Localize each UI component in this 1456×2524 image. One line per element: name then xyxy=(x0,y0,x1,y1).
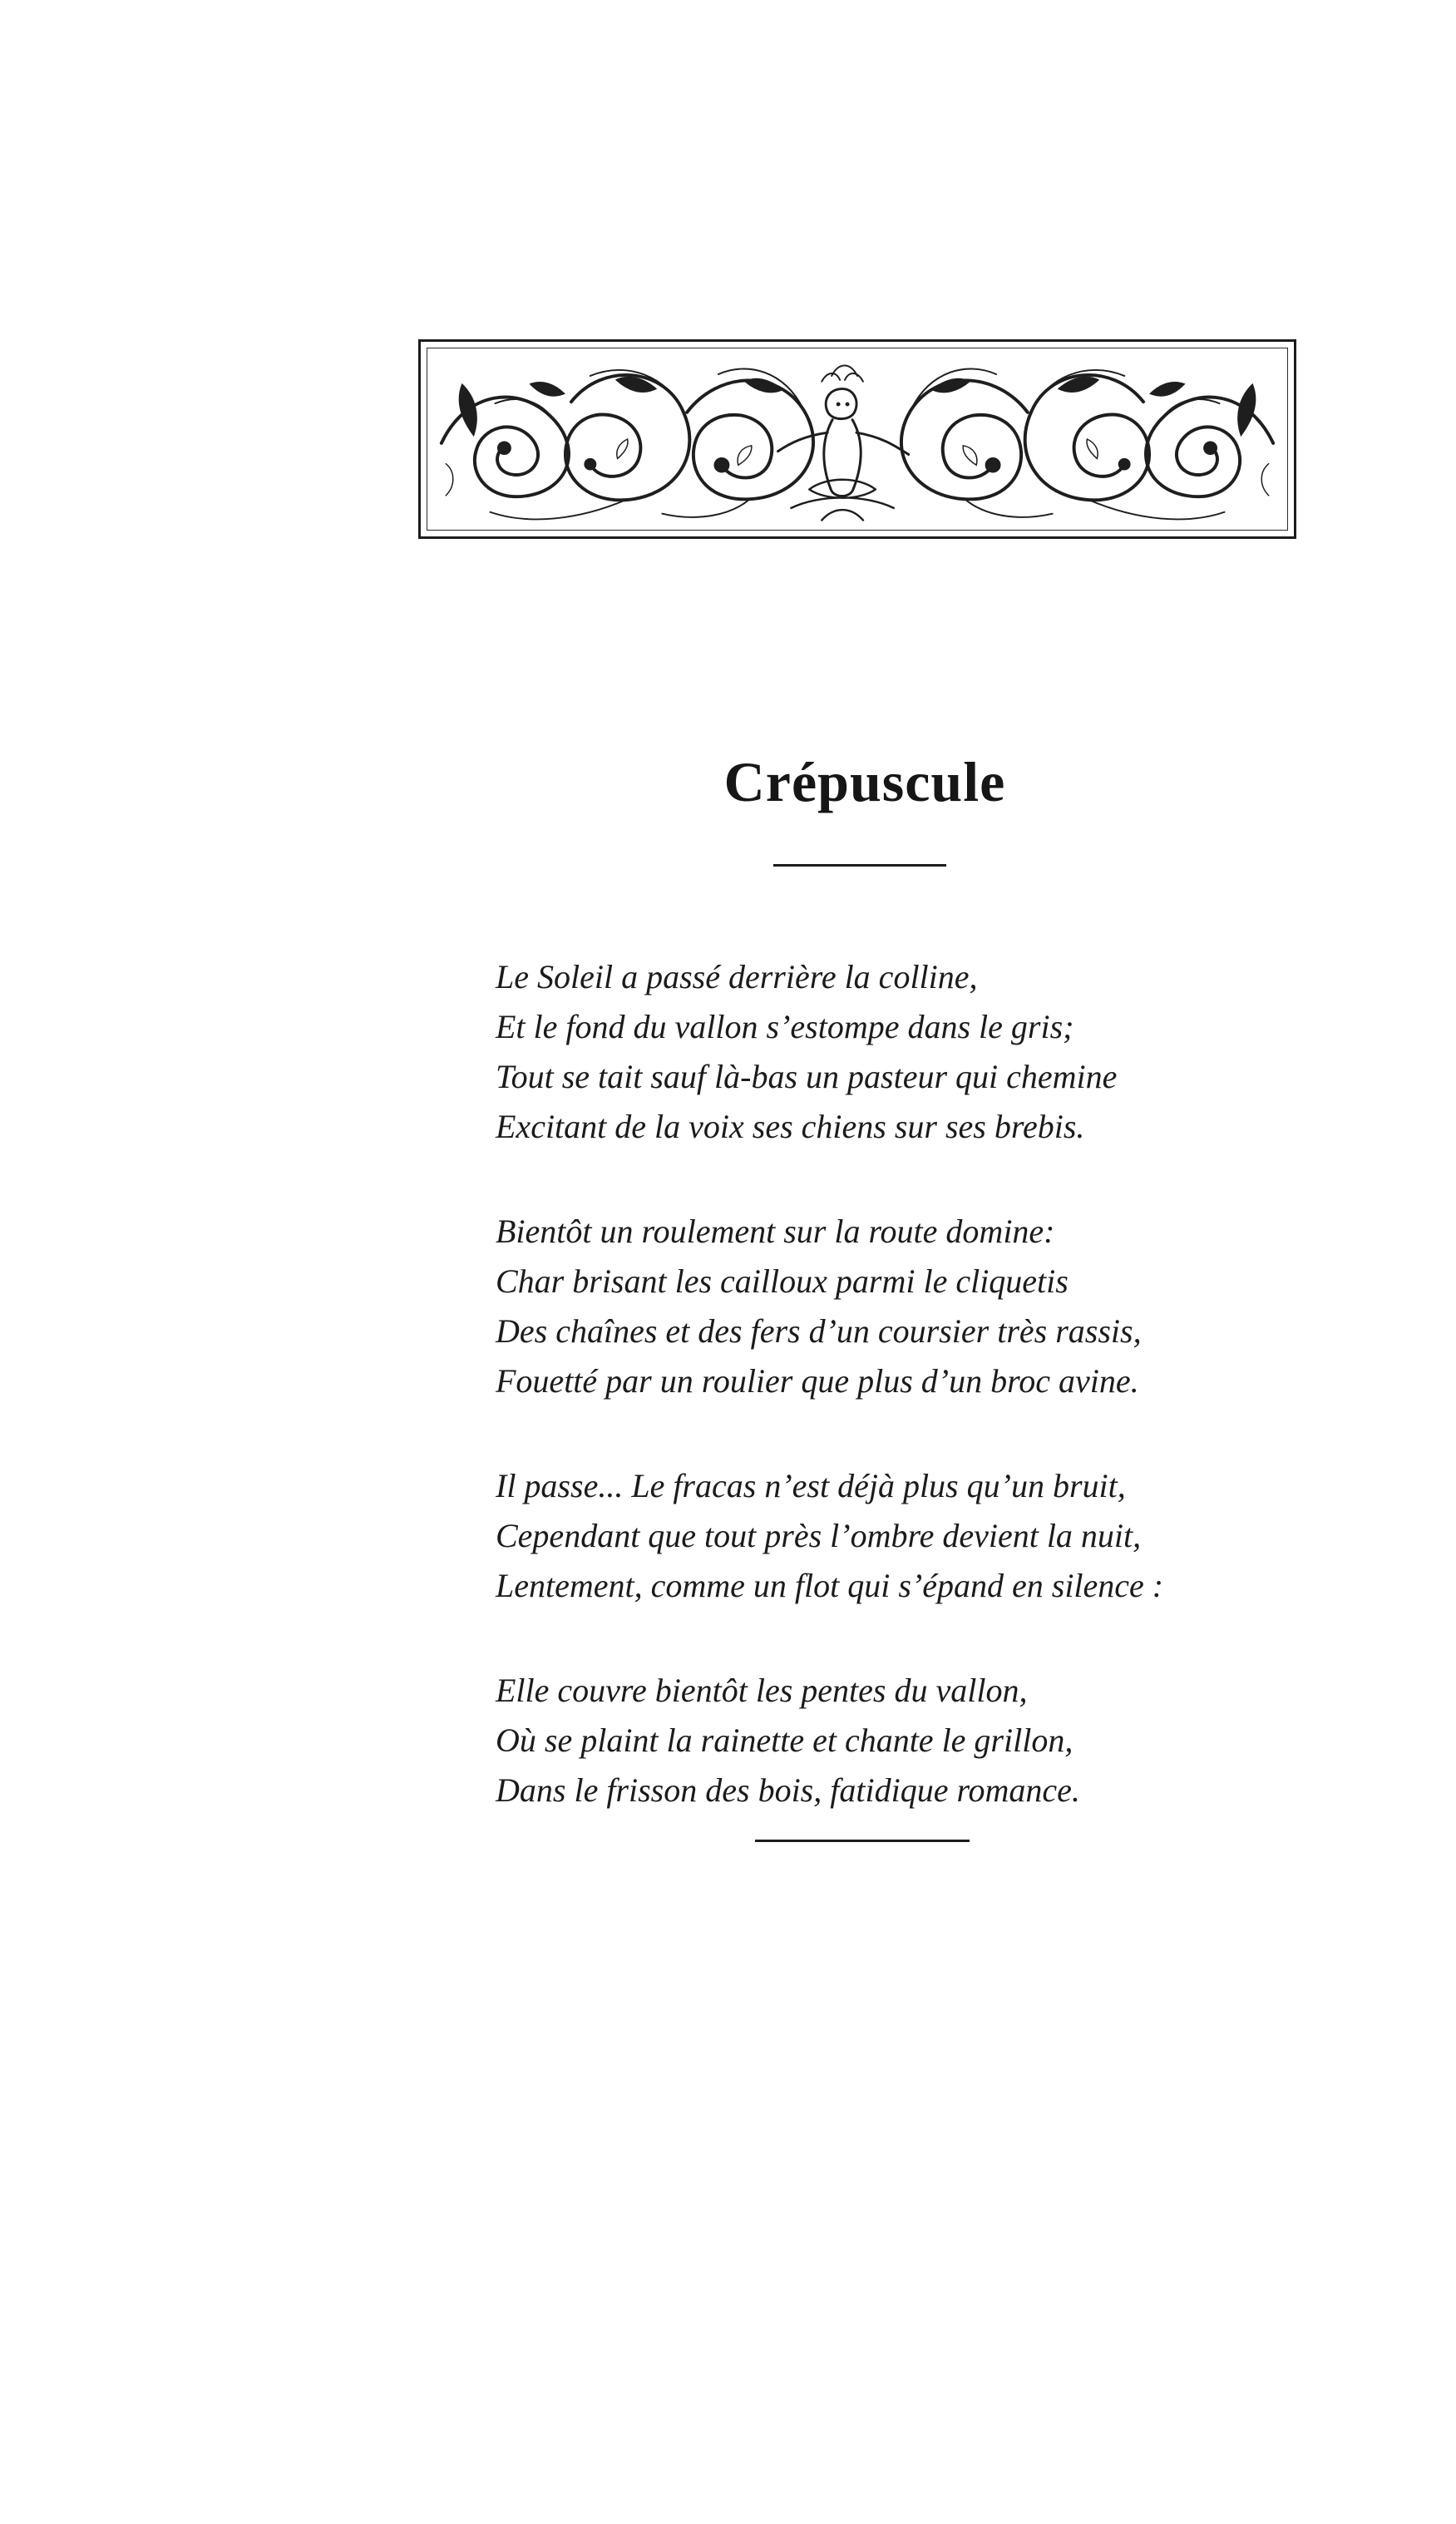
poem-body xyxy=(496,952,1327,1815)
verse-line: Et le fond du vallon s’estompe dans le gris; xyxy=(496,1008,1074,1045)
verse-line: Elle couvre bientôt les pentes du vallon, xyxy=(496,1672,1028,1709)
ornamental-headpiece xyxy=(418,339,1296,539)
poem-title: Crépuscule xyxy=(723,749,1006,813)
verse-line: Bientôt un roulement sur la route domine: xyxy=(496,1213,1055,1250)
verse-line: Dans le frisson des bois, fatidique romance. xyxy=(496,1771,1080,1809)
verse-line: Le Soleil a passé derrière la colline, xyxy=(496,958,978,995)
verse-line: Char brisant les cailloux parmi le cliquetis xyxy=(496,1262,1069,1300)
stanza-1 xyxy=(496,952,1327,1152)
verse-line: Lentement, comme un flot qui s’épand en silence : xyxy=(496,1567,1164,1604)
closing-divider xyxy=(755,1840,970,1842)
verse-line: Il passe... Le fracas n’est déjà plus qu’un bruit, xyxy=(496,1467,1126,1504)
verse-line: Des chaînes et des fers d’un coursier très rassis, xyxy=(496,1312,1142,1350)
stanza-2 xyxy=(496,1207,1327,1406)
verse-line: Cependant que tout près l’ombre devient la nuit, xyxy=(496,1517,1142,1554)
scrollwork-ornament-icon xyxy=(421,342,1294,536)
verse-line: Excitant de la voix ses chiens sur ses brebis. xyxy=(496,1108,1085,1145)
verse-line: Où se plaint la rainette et chante le grillon, xyxy=(496,1721,1073,1759)
stanza-4 xyxy=(496,1666,1327,1815)
verse-line: Fouetté par un roulier que plus d’un broc avine. xyxy=(496,1362,1139,1400)
verse-line: Tout se tait sauf là-bas un pasteur qui chemine xyxy=(496,1058,1118,1095)
stanza-3 xyxy=(496,1461,1327,1611)
title-divider xyxy=(773,864,946,867)
